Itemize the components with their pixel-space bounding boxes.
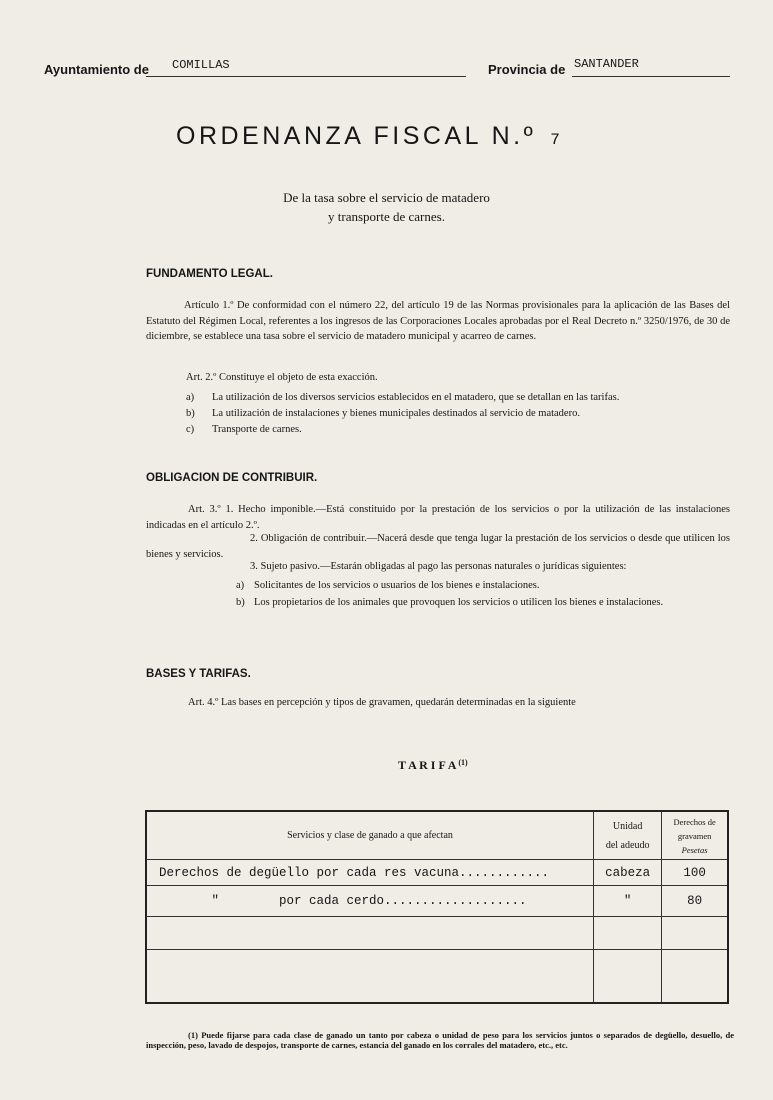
row-derecho: 100 [662,860,728,886]
row-servicio [146,916,594,949]
col-header-unidad-1: Unidad [612,820,643,832]
item-letter: b) [186,408,195,419]
articulo-4: Art. 4.º Las bases en percepción y tipos de gravamen, quedarán determinadas en la siguiente [188,697,576,708]
provincia-label: Provincia de [488,62,566,77]
col-header-unidad [594,811,662,860]
provincia-value: SANTANDER [574,57,639,71]
tarifa-title-text: T A R I F A [398,758,457,772]
ayuntamiento-label: Ayuntamiento de [44,62,149,77]
provincia-underline [572,76,730,77]
row-derecho [662,949,728,1003]
item-letter: a) [186,392,195,403]
row-derecho [662,916,728,949]
row-unidad: cabeza [594,860,662,886]
bases-heading: BASES Y TARIFAS. [146,668,251,680]
tarifa-title [398,758,468,773]
col-header-derechos [662,811,728,860]
list-item [146,595,730,611]
row-unidad: " [594,886,662,916]
table-row [146,949,728,1003]
row-unidad [594,916,662,949]
list-item [186,424,730,440]
row-unidad [594,949,662,1003]
item-text: Transporte de carnes. [212,424,302,435]
articulo-3-p2: 2. Obligación de contribuir.—Nacerá desde que tenga lugar la prestación de los servicios o desde que utilicen los bienes y servicios. [146,533,730,560]
articulo-1: Artículo 1.º De conformidad con el número 22, del artículo 19 de las Normas provisionales para la aplicación de las Bases del Estatuto del Régimen Local, referentes a los ingresos de las Corporaciones Locales aprobadas por el Real Decreto n.º 3250/1976, de 30 de diciembre, se establece una tasa sobre el servicio de matadero municipal y acarreo de carnes. [146,300,730,342]
col-header-derechos-3: Pesetas [681,844,708,855]
table-row [146,860,728,886]
table-row [146,916,728,949]
col-header-derechos-2: gravamen [677,830,712,841]
list-item [186,392,730,408]
item-letter: c) [186,424,195,435]
row-derecho: 80 [662,886,728,916]
subtitle-line-2: y transporte de carnes. [328,209,445,224]
subtitle-line-1: De la tasa sobre el servicio de matadero [283,190,490,205]
objeto-list [186,392,730,440]
item-text: Solicitantes de los servicios o usuarios de los bienes e instalaciones. [254,580,540,591]
fundamento-heading: FUNDAMENTO LEGAL. [146,268,273,280]
articulo-3-p3: 3. Sujeto pasivo.—Estarán obligadas al pago las personas naturales o jurídicas siguientes: [250,561,627,572]
title-text: ORDENANZA FISCAL N.º [176,122,537,150]
ordinance-number: 7 [550,131,560,149]
item-text: Los propietarios de los animales que provoquen los servicios o utilicen los bienes e instalaciones. [254,597,664,608]
ayuntamiento-value: COMILLAS [172,58,230,72]
document-title [176,122,560,151]
obligacion-heading: OBLIGACION DE CONTRIBUIR. [146,472,318,484]
item-letter: b) [236,597,245,608]
item-text: La utilización de los diversos servicios establecidos en el matadero, que se detallan en las tarifas. [212,392,620,403]
item-text: La utilización de instalaciones y bienes municipales destinados al servicio de matadero. [212,408,580,419]
table-header-row [146,811,728,860]
item-letter: a) [236,580,245,591]
tarifa-table [145,810,729,1004]
ayuntamiento-underline [146,76,466,77]
col-header-unidad-2: del adeudo [605,839,650,851]
row-servicio [146,949,594,1003]
footnote: (1) Puede fijarse para cada clase de ganado un tanto por cabeza o unidad de peso para los servicios juntos o separados de degüello, desuello, de inspección, peso, lavado de despojos, transporte de carnes, estancia del ganado en los corrales del matadero, etc., etc. [146,1030,734,1050]
list-item [236,580,539,591]
table-row [146,886,728,916]
col-header-derechos-1: Derechos de [673,816,716,827]
row-servicio: Derechos de degüello por cada res vacuna............ [146,860,594,886]
list-item [186,408,730,424]
articulo-3-p1: Art. 3.º 1. Hecho imponible.—Está constituido por la prestación de los servicios o por la utilización de las instalaciones indicadas en el artículo 2.º. [146,504,730,531]
row-servicio: " por cada cerdo................... [146,886,594,916]
col-header-servicios: Servicios y clase de ganado a que afectan [146,811,594,860]
articulo-2: Art. 2.º Constituye el objeto de esta exacción. [186,372,378,383]
tarifa-note-marker: (1) [458,758,468,767]
